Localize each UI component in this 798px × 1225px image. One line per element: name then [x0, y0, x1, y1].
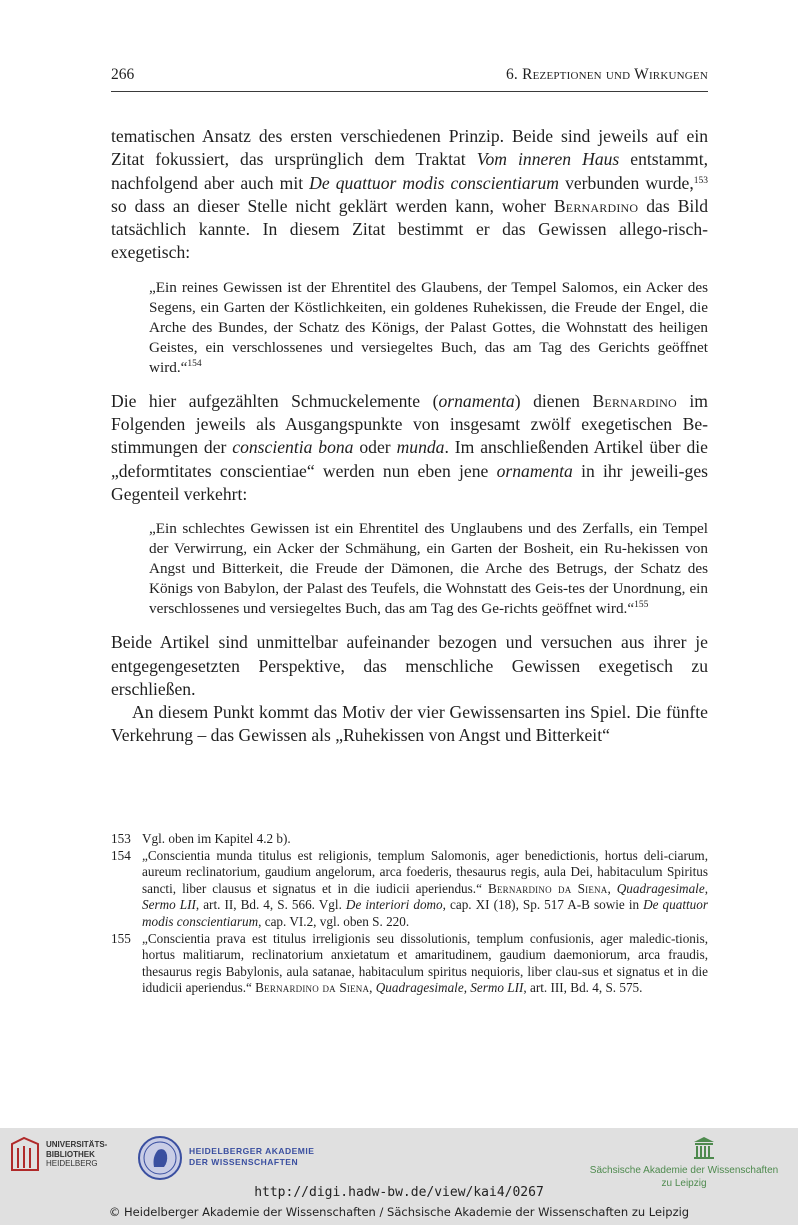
footnote-ref[interactable]: 153 — [693, 175, 709, 186]
page-number: 266 — [111, 66, 135, 83]
running-header — [111, 64, 708, 92]
footnote-ref[interactable]: 155 — [634, 600, 649, 611]
footnote-number: 155 — [111, 930, 131, 946]
block-quote-2: „Ein schlechtes Gewissen ist ein Ehrentitel des Unglaubens und des Zerfalls, ein Tempel der Verwirrung, ein Acker der Schmähung, ein Garten der Bosheit, ein Ru-hekissen von Angst und Bitterkeit, die Freude der Dämonen, die Arche des Betrugs, der Schatz des Königs von Babylon, der Palast des Teufels, die Wohnstatt des Geis-tes der Unordnung, ein verschlossenes und versiegeltes Buch, das am Tag des Ge-richts geöffnet wird.“$^{155}$ — [149, 520, 708, 618]
footnote-ref[interactable]: 154 — [187, 358, 202, 369]
saw-building-icon[interactable] — [693, 1136, 715, 1160]
paragraph-2: Die hier aufgezählten Schmuckelemente (ornamenta) dienen Bernardino im Folgenden jeweils als Ausgangspunkte von insgesamt zwölf exegetischen Be-stimmungen der conscientia bona oder munda. Im anschließenden Artikel über die „deformtitates conscientiae“ werden nun eben jene ornamenta in ihr jeweili-ges Gegenteil verkehrt: — [111, 390, 708, 504]
footnote-number: 154 — [111, 847, 131, 863]
permalink-url[interactable]: http://digi.hadw-bw.de/view/kai4/0267 — [254, 1185, 544, 1200]
footnote-text: Vgl. oben im Kapitel 4.2 b). — [142, 831, 291, 846]
hadw-seal-icon[interactable] — [137, 1135, 183, 1181]
italic-title: Vom inneren Haus — [476, 149, 620, 170]
hadw-label: HEIDELBERGER AKADEMIE DER WISSENSCHAFTEN — [189, 1146, 315, 1167]
paragraph-1: tematischen Ansatz des ersten verschiedenen Prinzip. Beide sind jeweils auf ein Zitat fokussiert, das ursprünglich dem Traktat Vom inneren Haus entstammt, nachfolgend aber auch mit De quattuor modis conscientiarum verbunden wurde,$^{153}$ so dass an dieser Stelle nicht geklärt werden kann, woher Bernardino das Bild tatsächlich kannte. In diesem Zitat bestimmt er das Gewissen allego-risch-exegetisch: — [111, 126, 709, 263]
footnote-153 — [111, 831, 708, 848]
paragraph-4: An diesem Punkt kommt das Motiv der vier Gewissensarten ins Spiel. Die fünfte Verkehrung – das Gewissen als „Ruhekissen von Angst und Bitterkeit“ — [111, 702, 708, 746]
digital-library-footer — [0, 1128, 798, 1225]
footnote-number: 153 — [111, 831, 131, 846]
footnote-154 — [111, 848, 708, 931]
footnote-text: „Conscientia munda titulus est religionis, templum Salomonis, ager benedictionis, hortus deli-ciarum, aureum reclinatorium, gaudium angelorum, arca foederis, thesaurus regis, aula Dei, habitaculum Spiritus sancti, liber clausus et signatus et in die iudicii aperiendus.“ Bernardino da Siena, Quadragesimale, Sermo LII, art. II, Bd. 4, S. 566. Vgl. De interiori domo, cap. XI (18), Sp. 517 A-B sowie in De quattuor modis conscientiarum, cap. VI.2, vgl. oben S. 220. — [142, 847, 708, 929]
author-name: Bernardino — [592, 390, 677, 411]
italic-title: De quattuor modis conscientiarum — [309, 172, 559, 193]
running-title: 6. Rezeptionen und Wirkungen — [505, 66, 708, 83]
footnote-155 — [111, 931, 708, 997]
block-quote-1: „Ein reines Gewissen ist der Ehrentitel des Glaubens, der Tempel Salomos, ein Acker des Segens, ein Garten der Köstlichkeiten, ein goldenes Ruhekissen, die Freude der Engel, die Arche des Bundes, der Schatz des Königs, der Palast Gottes, die Wohnstatt des heiligen Geistes, ein verschlossenes und versiegeltes Buch, das am Tag des Gerichts geöffnet wird.“$^{154}$ — [149, 278, 708, 376]
footnotes — [111, 831, 708, 997]
copyright-notice: © Heidelberger Akademie der Wissenschaften / Sächsische Akademie der Wissenschaften zu Leipzig — [108, 1205, 690, 1219]
main-text — [111, 125, 708, 748]
author-name: Bernardino da Siena — [487, 880, 608, 896]
footnote-text: „Conscientia prava est titulus irreligionis seu dissolutionis, templum confusionis, ager maledic-tionis, hortus malitiarum, reclinatorium anxietatum et amaritudinem, gaudium daemoniorum, arca fraudis, thesaurus regis Babylonis, aula satanae, habitaculum spiritus nequioris, liber clau-sus et signatus et in die idudicii aperiendus.“ Bernardino da Siena, Quadragesimale, Sermo LII, art. III, Bd. 4, S. 575. — [142, 930, 708, 996]
author-name: Bernardino da Siena — [255, 980, 370, 996]
paragraph-3: Beide Artikel sind unmittelbar aufeinander bezogen und versuchen aus ihrer je entgegengesetzten Perspektive, das menschliche Gewissen exegetisch zu erschließen. — [111, 632, 708, 699]
saw-label: Sächsische Akademie der Wissenschaften zu Leipzig — [589, 1165, 779, 1189]
ub-heidelberg-label: UNIVERSITÄTS- BIBLIOTHEK HEIDELBERG — [46, 1140, 108, 1168]
author-name: Bernardino — [553, 195, 639, 216]
